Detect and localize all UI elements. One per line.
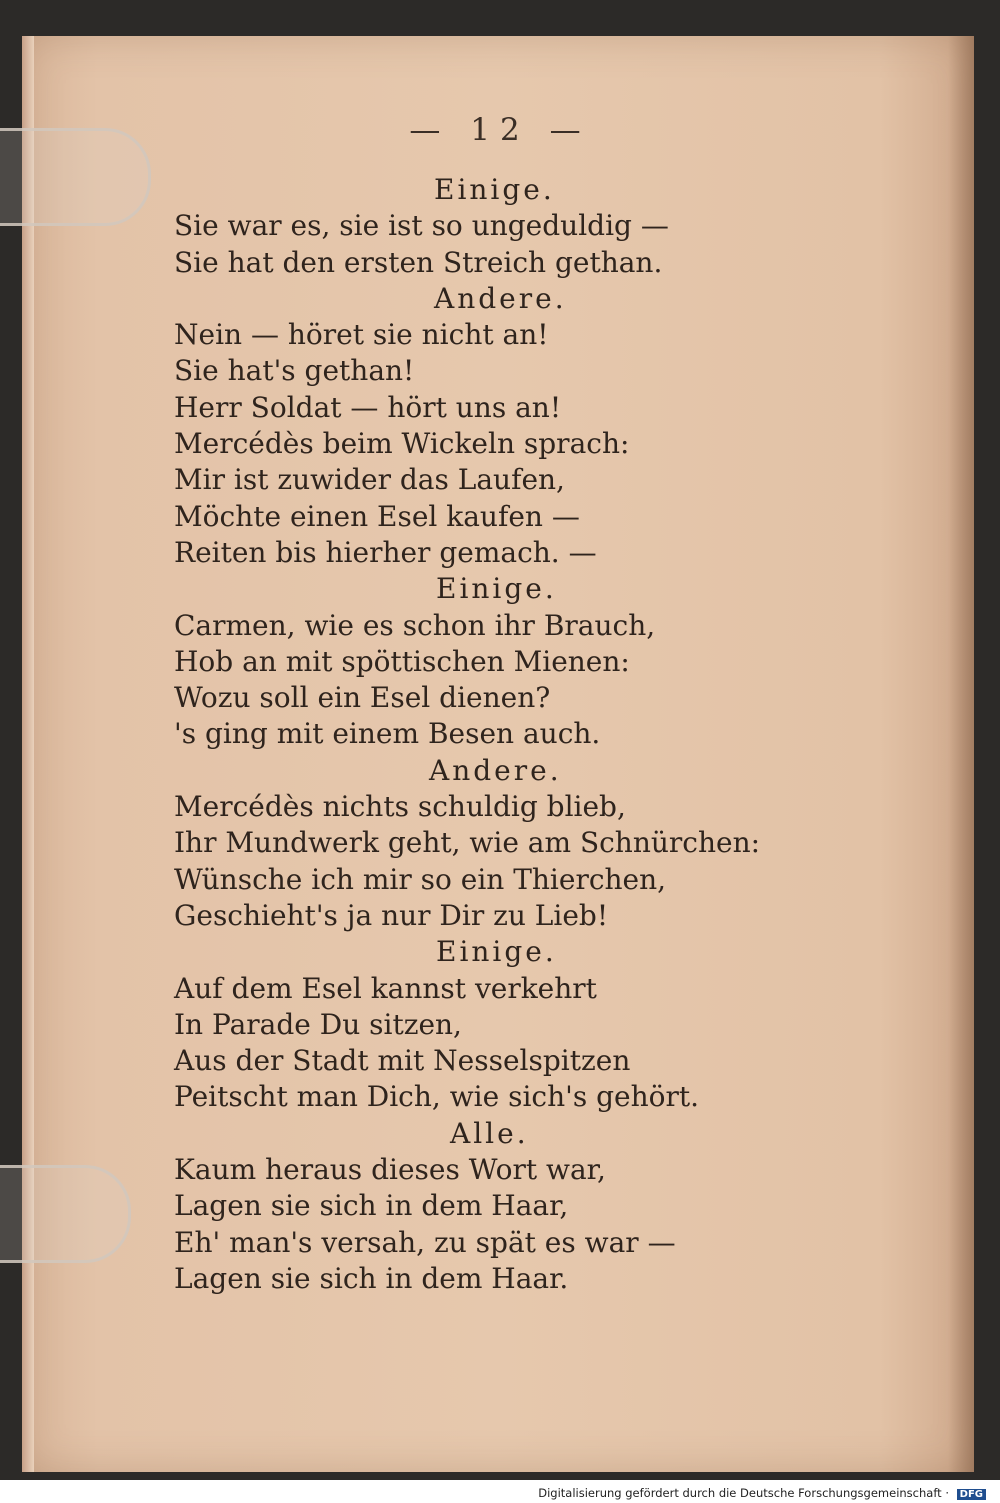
verse-line: Carmen, wie es schon ihr Brauch, bbox=[174, 608, 656, 642]
page-clip-bottom bbox=[0, 1165, 131, 1263]
speaker-heading: Einige. bbox=[436, 572, 557, 606]
verse-line: Reiten bis hierher gemach. — bbox=[174, 535, 597, 569]
verse-line: Lagen sie sich in dem Haar, bbox=[174, 1189, 569, 1223]
page-number: — 12 — bbox=[409, 112, 591, 148]
verse-line: Sie war es, sie ist so ungeduldig — bbox=[174, 209, 669, 243]
verse-line: Eh' man's versah, zu spät es war — bbox=[174, 1225, 676, 1259]
verse-line: In Parade Du sitzen, bbox=[174, 1007, 462, 1041]
verse-line: Wünsche ich mir so ein Thierchen, bbox=[174, 862, 667, 896]
verse-line: Sie hat den ersten Streich gethan. bbox=[174, 245, 663, 279]
page-spine-shadow bbox=[948, 36, 974, 1472]
verse-line: Geschieht's ja nur Dir zu Lieb! bbox=[174, 898, 609, 932]
credit-text: Digitalisierung gefördert durch die Deutsche Forschungsgemeinschaft · bbox=[538, 1486, 949, 1500]
verse-block bbox=[174, 172, 934, 1297]
verse-line: Hob an mit spöttischen Mienen: bbox=[174, 644, 630, 678]
verse-line: Peitscht man Dich, wie sich's gehört. bbox=[174, 1080, 700, 1114]
verse-line: Ihr Mundwerk geht, wie am Schnürchen: bbox=[174, 826, 761, 860]
verse-line: Mercédès nichts schuldig blieb, bbox=[174, 790, 626, 824]
digitization-credit bbox=[538, 1486, 986, 1500]
verse-line: Mir ist zuwider das Laufen, bbox=[174, 463, 565, 497]
verse-line: Aus der Stadt mit Nesselspitzen bbox=[174, 1044, 631, 1078]
speaker-heading: Andere. bbox=[434, 281, 567, 315]
verse-line: Nein — höret sie nicht an! bbox=[174, 318, 549, 352]
verse-line: Kaum heraus dieses Wort war, bbox=[174, 1153, 606, 1187]
speaker-heading: Andere. bbox=[429, 753, 562, 787]
speaker-heading: Alle. bbox=[450, 1116, 529, 1150]
verse-line: Auf dem Esel kannst verkehrt bbox=[174, 971, 597, 1005]
verse-line: Herr Soldat — hört uns an! bbox=[174, 390, 562, 424]
verse-line: Sie hat's gethan! bbox=[174, 354, 415, 388]
speaker-heading: Einige. bbox=[436, 935, 557, 969]
verse-line: 's ging mit einem Besen auch. bbox=[174, 717, 601, 751]
verse-line: Möchte einen Esel kaufen — bbox=[174, 499, 580, 533]
verse-line: Wozu soll ein Esel dienen? bbox=[174, 681, 551, 715]
verse-line: Lagen sie sich in dem Haar. bbox=[174, 1261, 569, 1295]
dfg-logo: DFG bbox=[957, 1489, 986, 1500]
speaker-heading: Einige. bbox=[434, 173, 555, 206]
verse-line: Mercédès beim Wickeln sprach: bbox=[174, 427, 630, 461]
